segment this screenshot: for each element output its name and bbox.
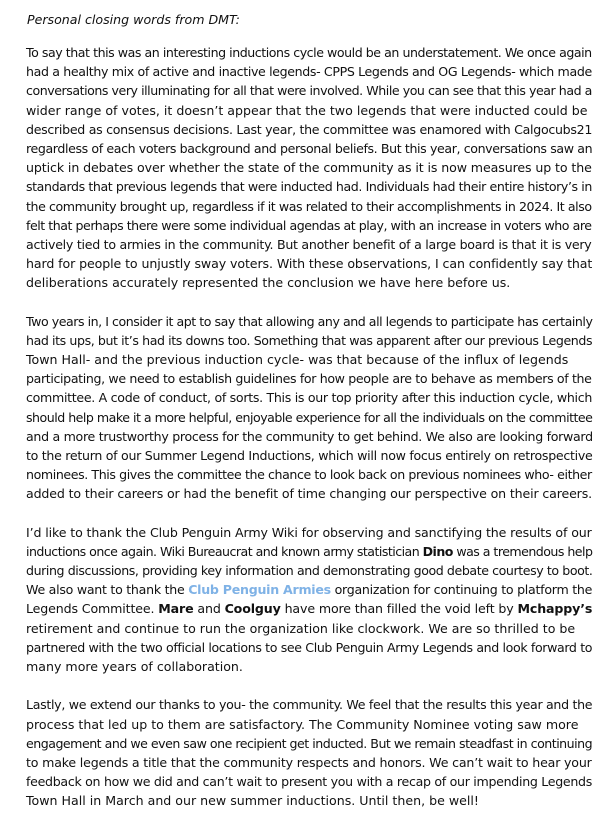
paragraph-4 [26, 695, 592, 810]
paragraph-3-text: We also want to thank the [26, 582, 189, 598]
paragraph-1 [26, 43, 592, 293]
name-dino: Dino [422, 543, 453, 559]
paragraph-3-line: retirement and continue to run the organization like clockwork. We are so thrilled to be [26, 620, 576, 636]
paragraph-1-line: actively tied to armies in the community. But another benefit of a large board is that it is very [26, 237, 592, 253]
paragraph-4-line: feedback on how we did and can’t wait to present you with a recap of our impending Legends [26, 774, 592, 790]
paragraph-2-line: committee. A code of conduct, of sorts. This is our top priority after this induction cycle, which [26, 390, 593, 406]
paragraph-2 [26, 312, 592, 504]
paragraph-3-text: have more than filled the void left by [280, 601, 518, 617]
paragraph-3-line: I’d like to thank the Club Penguin Army Wiki for observing and sanctifying the results of our [26, 524, 592, 540]
paragraph-2-line: Two years in, I consider it apt to say that allowing any and all legends to participate has certainly [26, 313, 593, 329]
paragraph-2-line: to the return of our Summer Legend Inductions, which will now focus entirely on retrospective [26, 448, 593, 464]
paragraph-4-line: Lastly, we extend our thanks to you- the community. We feel that the results this year and the [26, 697, 593, 713]
paragraph-3-text: organization for continuing to platform the [330, 582, 593, 598]
paragraph-1-line: deliberations accurately represented the conclusion we have here before us. [26, 275, 511, 291]
paragraph-2-line: added to their careers or had the benefit of time changing our perspective on their careers. [26, 486, 593, 502]
paragraph-3-text: Legends Committee. [26, 601, 159, 617]
paragraph-2-line: should help make it a more helpful, enjoyable experience for all the individuals on the committee [26, 409, 593, 425]
paragraph-2-line: nominees. This gives the committee the chance to look back on previous nominees who- either [26, 467, 592, 483]
paragraph-3-line [26, 580, 592, 599]
paragraph-3-line: partnered with the two official locations to see Club Penguin Army Legends and look forward to [26, 639, 593, 655]
name-mchappy: Mchappy’s [517, 601, 593, 617]
paragraph-1-line: To say that this was an interesting inductions cycle would be an understatement. We once again [26, 45, 592, 60]
paragraph-2-line: had its ups, but it’s had its downs too. Something that was apparent after our previous Legends [26, 332, 593, 348]
name-coolguy: Coolguy [224, 601, 281, 617]
paragraph-4-line: process that led up to them are satisfactory. The Community Nominee voting saw more [26, 716, 579, 732]
paragraph-4-line: Town Hall in March and our new summer inductions. Until then, be well! [26, 793, 479, 809]
paragraph-1-line: uptick in debates over whether the state of the community as it is now measures up to the [26, 160, 592, 176]
paragraph-1-line: felt that perhaps there were some individual agendas at play, with an increase in voters who are [26, 217, 592, 233]
paragraph-1-line: standards that previous legends that were inducted had. Individuals had their entire history’s in [26, 179, 592, 195]
paragraph-3-line [26, 599, 592, 618]
paragraph-3-text: inductions once again. Wiki Bureaucrat and known army statistician [26, 543, 423, 559]
paragraph-3-line: during discussions, providing key information and demonstrating good debate courtesy to boot. [26, 563, 593, 579]
paragraph-3-line: many more years of collaboration. [26, 659, 243, 675]
paragraph-4-line: to make legends a title that the community respects and honors. We can’t wait to hear your [26, 754, 592, 770]
paragraph-2-line: Town Hall- and the previous induction cycle- was that because of the influx of legends [26, 352, 569, 368]
paragraph-1-line: hard for people to unjustly sway voters. With these observations, I can confidently say that [26, 256, 593, 272]
paragraph-4-line: engagement and we even saw one recipient get inducted. But we remain steadfast in continuing [26, 735, 593, 751]
paragraph-2-line: and a more trustworthy process for the community to get behind. We also are looking forward [26, 428, 593, 444]
paragraph-1-line: described as consensus decisions. Last year, the committee was enamored with Calgocubs21 [26, 121, 593, 137]
paragraph-3-text: was a tremendous help [452, 543, 593, 559]
paragraph-3-line [26, 542, 592, 561]
document-page [26, 10, 592, 830]
paragraph-1-line: the community brought up, regardless if it was related to their accomplishments in 2024. It also [26, 198, 592, 214]
paragraph-1-line: regardless of each voters background and personal beliefs. But this year, conversations saw an [26, 141, 593, 157]
paragraph-2-line: participating, we need to establish guidelines for how people are to behave as members of the [26, 371, 592, 387]
paragraph-3 [26, 523, 592, 677]
paragraph-1-line: wider range of votes, it doesn’t appear that the two legends that were inducted could be [26, 102, 588, 118]
club-penguin-armies-link[interactable]: Club Penguin Armies [188, 582, 331, 598]
paragraph-3-text: and [193, 601, 225, 617]
closing-words-heading: Personal closing words from DMT: [27, 12, 240, 27]
paragraph-1-line: conversations very illuminating for all that were involved. While you can see that this year had a [26, 83, 592, 99]
name-mare: Mare [158, 601, 194, 617]
paragraph-1-line: had a healthy mix of active and inactive legends- CPPS Legends and OG Legends- which made [26, 64, 592, 80]
